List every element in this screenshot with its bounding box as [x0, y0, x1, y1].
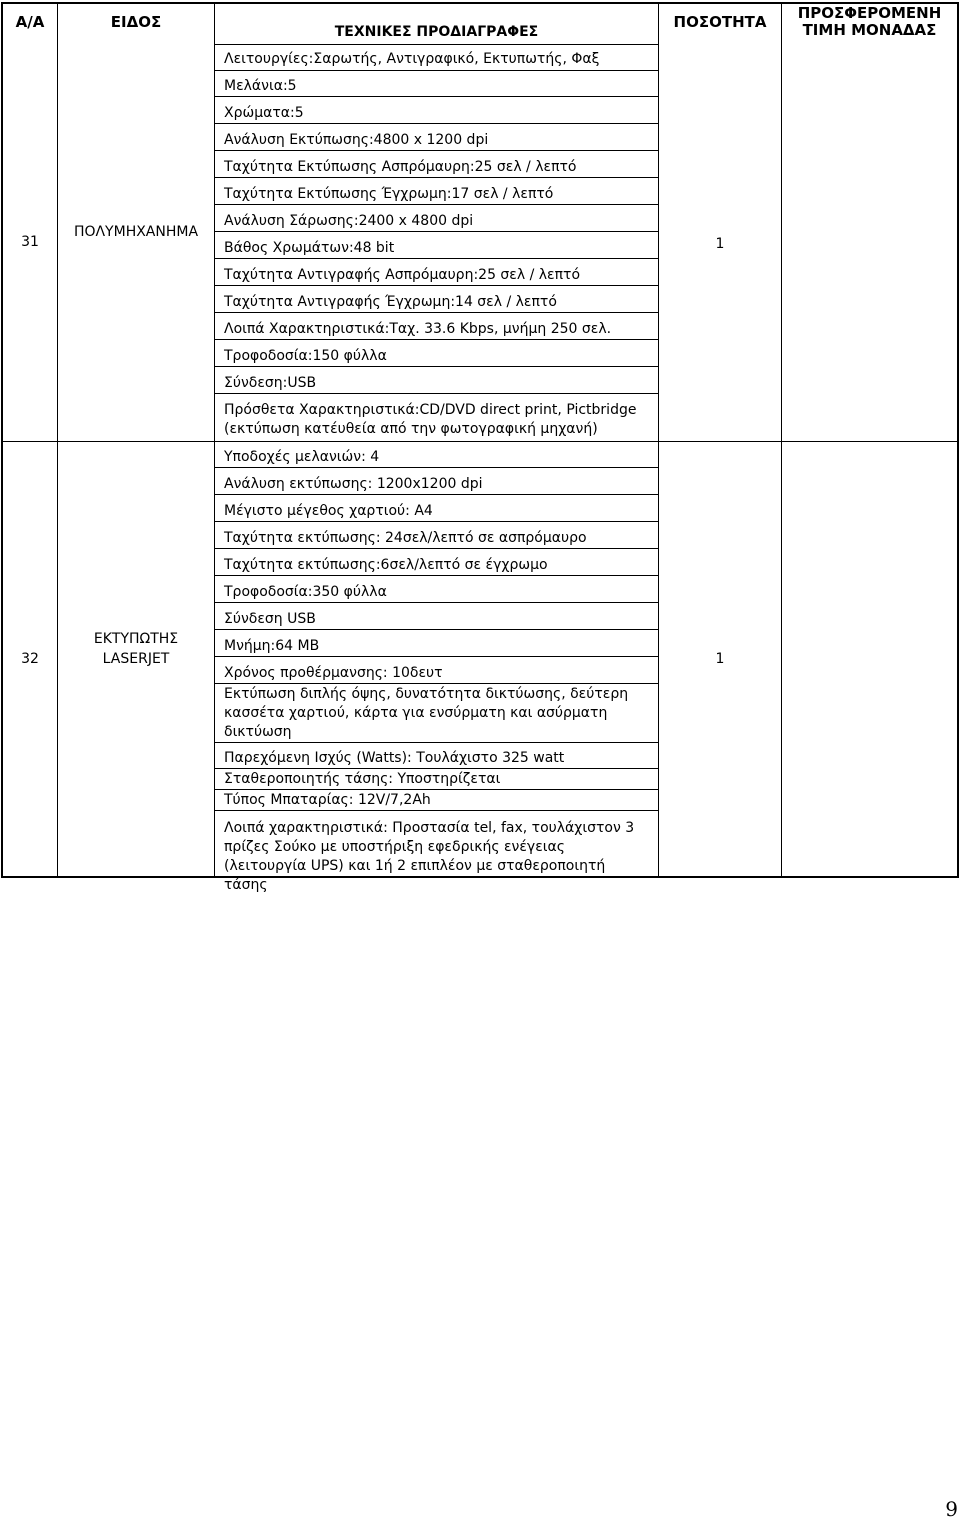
- header-price: [782, 5, 957, 39]
- spec-divider: [215, 742, 658, 743]
- row-31-quantity: 1: [715, 236, 725, 252]
- spec-line: Ταχύτητα Εκτύπωσης Έγχρωμη:17 σελ / λεπτό: [224, 186, 554, 202]
- spec-divider: [215, 521, 658, 522]
- spec-divider: [215, 494, 658, 495]
- spec-divider: [215, 629, 658, 630]
- spec-divider: [215, 575, 658, 576]
- spec-line: Μελάνια:5: [224, 78, 297, 94]
- spec-line: Εκτύπωση διπλής όψης, δυνατότητα δικτύωσης, δεύτερη κασσέτα χαρτιού, κάρτα για ενσύρματη και ασύρματη δικτύωση: [224, 686, 629, 740]
- spec-line: Λοιπά χαρακτηριστικά: Προστασία tel, fax, τουλάχιστον 3 πρίζες Σούκο με υποστήριξη εφεδρικής ενέγειας (λειτουργία UPS) και 1ή 2 επιπλέον με σταθεροποιητή τάσης: [224, 820, 635, 893]
- spec-divider: [215, 467, 658, 468]
- spec-divider: [215, 123, 658, 124]
- col-divider: [214, 2, 215, 878]
- spec-line: Σταθεροποιητής τάσης: Υποστηρίζεται: [224, 771, 501, 787]
- row-32-item-line2: LASERJET: [102, 651, 170, 667]
- spec-line: Μνήμη:64 MB: [224, 638, 320, 654]
- spec-line: Χρώματα:5: [224, 105, 304, 121]
- header-quantity: ΠΟΣΟΤΗΤΑ: [673, 13, 767, 31]
- spec-line: Τροφοδοσία:150 φύλλα: [224, 348, 387, 364]
- spec-divider: [215, 683, 658, 684]
- spec-divider: [215, 548, 658, 549]
- spec-divider: [215, 656, 658, 657]
- spec-line: Παρεχόμενη Ισχύς (Watts): Τουλάχιστο 325 watt: [224, 750, 565, 766]
- spec-line: Τροφοδοσία:350 φύλλα: [224, 584, 387, 600]
- row-divider: [1, 441, 959, 442]
- page-number: 9: [945, 1497, 958, 1521]
- spec-line: Ταχύτητα Εκτύπωσης Ασπρόμαυρη:25 σελ / λεπτό: [224, 159, 577, 175]
- spec-divider: [215, 285, 658, 286]
- spec-line: Ανάλυση Σάρωσης:2400 x 4800 dpi: [224, 213, 474, 229]
- spec-line: Ταχύτητα εκτύπωσης:6σελ/λεπτό σε έγχρωμο: [224, 557, 548, 573]
- row-32-item: [58, 629, 214, 669]
- header-price-line1: ΠΡΟΣΦΕΡΟΜΕΝΗ: [797, 4, 942, 22]
- header-item: ΕΙΔΟΣ: [110, 13, 162, 31]
- spec-divider: [215, 768, 658, 769]
- spec-line: [215, 44, 658, 45]
- spec-line: Μέγιστο μέγεθος χαρτιού: A4: [224, 503, 433, 519]
- table-left-border: [1, 2, 3, 878]
- col-divider: [781, 2, 782, 878]
- row-32-quantity: 1: [715, 651, 725, 667]
- spec-divider: [215, 258, 658, 259]
- spec-divider: [215, 339, 658, 340]
- header-aa: Α/Α: [15, 13, 45, 31]
- spec-divider: [215, 204, 658, 205]
- spec-divider: [215, 312, 658, 313]
- spec-divider: [215, 366, 658, 367]
- spec-line: Ταχύτητα εκτύπωσης: 24σελ/λεπτό σε ασπρόμαυρο: [224, 530, 587, 546]
- row-32-item-line1: ΕΚΤΥΠΩΤΗΣ: [93, 631, 179, 647]
- row-31-item: ΠΟΛΥΜΗΧΑΝΗΜΑ: [73, 224, 199, 240]
- col-divider: [57, 2, 58, 878]
- spec-line: Λειτουργίες:Σαρωτής, Αντιγραφικό, Εκτυπωτής, Φαξ: [224, 51, 600, 67]
- spec-line: Ανάλυση εκτύπωσης: 1200x1200 dpi: [224, 476, 483, 492]
- spec-line: Ταχύτητα Αντιγραφής Ασπρόμαυρη:25 σελ / λεπτό: [224, 267, 581, 283]
- spec-divider: [215, 602, 658, 603]
- spec-divider: [215, 810, 658, 811]
- spec-line: Σύνδεση USB: [224, 611, 316, 627]
- spec-line: Ταχύτητα Αντιγραφής Έγχρωμη:14 σελ / λεπτό: [224, 294, 557, 310]
- spec-line: Χρόνος προθέρμανσης: 10δευτ: [224, 665, 443, 681]
- row-31-aa: 31: [21, 234, 39, 250]
- spec-line: Υποδοχές μελανιών: 4: [224, 449, 380, 465]
- spec-line: Τύπος Μπαταρίας: 12V/7,2Ah: [224, 792, 431, 808]
- spec-divider: [215, 393, 658, 394]
- spec-line: Βάθος Χρωμάτων:48 bit: [224, 240, 395, 256]
- spec-divider: [215, 96, 658, 97]
- header-specs: ΤΕΧΝΙΚΕΣ ΠΡΟΔΙΑΓΡΑΦΕΣ: [334, 24, 539, 40]
- spec-line: Πρόσθετα Χαρακτηριστικά:CD/DVD direct print, Pictbridge (εκτύπωση κατέυθεία από την φωτογραφική μηχανή): [224, 402, 637, 437]
- table-right-border: [957, 2, 959, 878]
- row-32-aa: 32: [21, 651, 39, 667]
- col-divider: [658, 2, 659, 878]
- spec-line: Σύνδεση:USB: [224, 375, 317, 391]
- spec-divider: [215, 789, 658, 790]
- spec-line: Ανάλυση Εκτύπωσης:4800 x 1200 dpi: [224, 132, 489, 148]
- spec-divider: [215, 231, 658, 232]
- spec-line: Λοιπά Χαρακτηριστικά:Ταχ. 33.6 Kbps, μνήμη 250 σελ.: [224, 321, 612, 337]
- spec-divider: [215, 177, 658, 178]
- spec-divider: [215, 70, 658, 71]
- spec-divider: [215, 150, 658, 151]
- header-price-line2: ΤΙΜΗ ΜΟΝΑΔΑΣ: [802, 21, 937, 39]
